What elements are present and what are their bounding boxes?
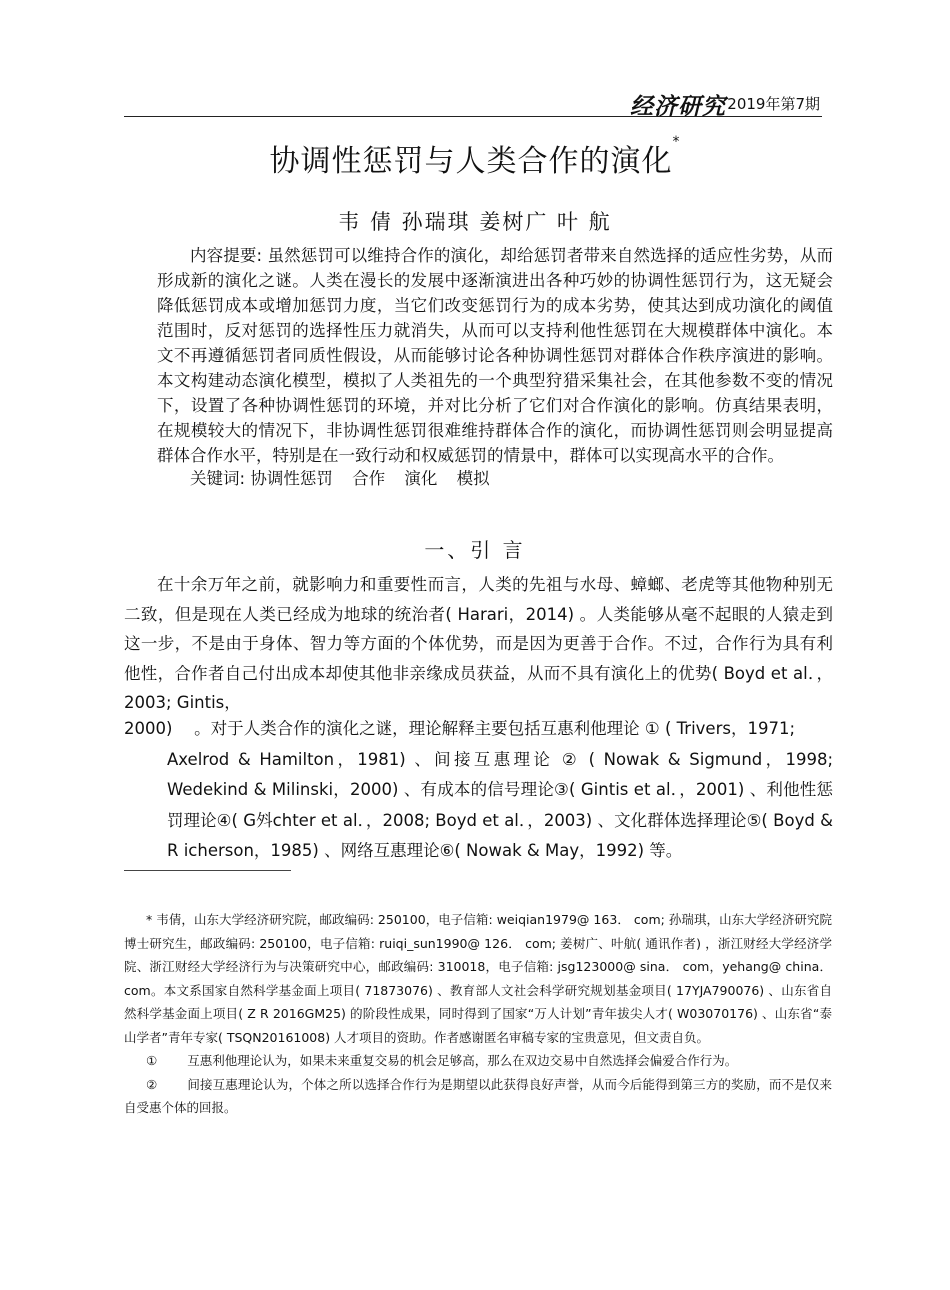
keyword: 模拟 [456,469,490,488]
footnote-2 [124,1073,832,1120]
author-footnote: * 韦倩，山东大学经济研究院，邮政编码: 250100，电子信箱: weiqian1979@ 163． com; 孙瑞琪，山东大学经济研究院博士研究生，邮政编码: 250100，电子信箱: ruiqi_sun1990@ 126． com; 姜树广、叶航( 通讯作者) ，浙江财经大学经济学院、浙江财经大学经济行为与决策研究中心，邮政编码: 310018，电子信箱: jsg123000@ sina． com，yehang@ china． com。本文系国家自然科学基金面上项目( 71873076) 、教育部人文社会科学研究规划基金项目( 17YJA790076) 、山东省自然科学基金面上项目( Z R 2016GM25) 的阶段性成果，同时得到了国家“万人计划”青年拔尖人才( W03070176) 、山东省“泰山学者”青年专家( TSQN20161008) 人才项目的资助。作者感谢匿名审稿专家的宝贵意见，但文责自负。 [124,912,832,1045]
issue-label: 2019年第7期 [727,95,820,113]
paper-title-text: 协调性惩罚与人类合作的演化 [269,144,673,179]
keywords-label: 关键词: [190,469,251,488]
paragraph-continuation: Axelrod & Hamilton，1981) 、间接互惠理论 ② ( Nowak & Sigmund，1998; Wedekind & Milinski，2000) 、有成本的信号理论③( Gintis et al．，2001) 、利他性惩罚理论④( G斘chter et al．，2008; Boyd et al．，2003) 、文化群体选择理论⑤( Boyd & R icherson，1985) 、网络互惠理论⑥( Nowak & May，1992) 等。 [167,749,833,860]
footnote-marker: ② [146,1076,158,1092]
keyword: 协调性惩罚 [250,469,333,488]
keywords [190,465,504,489]
journal-logo: 经济研究 [630,93,726,120]
title-footnote-mark: * [672,134,681,150]
abstract-text: 内容提要: 虽然惩罚可以维持合作的演化，却给惩罚者带来自然选择的适应性劣势，从而形成新的演化之谜。人类在漫长的发展中逐渐演进出各种巧妙的协调性惩罚行为，这无疑会降低惩罚成本或增加惩罚力度，当它们改变惩罚行为的成本劣势，使其达到成功演化的阈值范围时，反对惩罚的选择性压力就消失，从而可以支持利他性惩罚在大规模群体中演化。本文不再遵循惩罚者同质性假设，从而能够讨论各种协调性惩罚对群体合作秩序演进的影响。本文构建动态演化模型，模拟了人类祖先的一个典型狩猎采集社会，在其他参数不变的情况下，设置了各种协调性惩罚的环境，并对比分析了它们对合作演化的影响。仿真结果表明，在规模较大的情况下，非协调性惩罚很难维持群体合作的演化，而协调性惩罚则会明显提高群体合作水平，特别是在一致行动和权威惩罚的情景中，群体可以实现高水平的合作。 [157,246,833,465]
footnote-text: 间接互惠理论认为，个体之所以选择合作行为是期望以此获得良好声誉，从而今后能得到第三方的奖励，而不是仅来自受惠个体的回报。 [124,1076,832,1115]
running-header [124,88,822,120]
author-list: 韦 倩 孙瑞琪 姜树广 叶 航 [338,210,612,234]
paragraph-text: 在十余万年之前，就影响力和重要性而言，人类的先祖与水母、蟑螂、老虎等其他物种别无二致，但是现在人类已经成为地球的统治者( Harari，2014) 。人类能够从毫不起眼的人猿走到这一步，不是由于身体、智力等方面的个体优势，而是因为更善于合作。不过，合作行为具有利他性，合作者自己付出成本却使其他非亲缘成员获益，从而不具有演化上的优势( Boyd et al．，2003; Gintis， [124,575,833,712]
section-heading: 一、引 言 [424,538,526,562]
paper-title [0,136,950,180]
footnote-marker: ① [146,1053,158,1068]
paragraph-lead-line: 2000) 。对于人类合作的演化之谜，理论解释主要包括互惠利他理论 ① ( Trivers，1971; [124,719,796,738]
footnotes [124,908,832,1120]
footnote-1 [124,1049,832,1073]
body-paragraph-1 [124,570,833,718]
abstract [157,243,833,468]
body-paragraph-2 [124,714,833,867]
keyword: 演化 [404,469,438,488]
footnote-divider [124,870,291,871]
footnote-text: 互惠利他理论认为，如果未来重复交易的机会足够高，那么在双边交易中自然选择会偏爱合作行为。 [187,1053,738,1068]
keyword: 合作 [352,469,386,488]
